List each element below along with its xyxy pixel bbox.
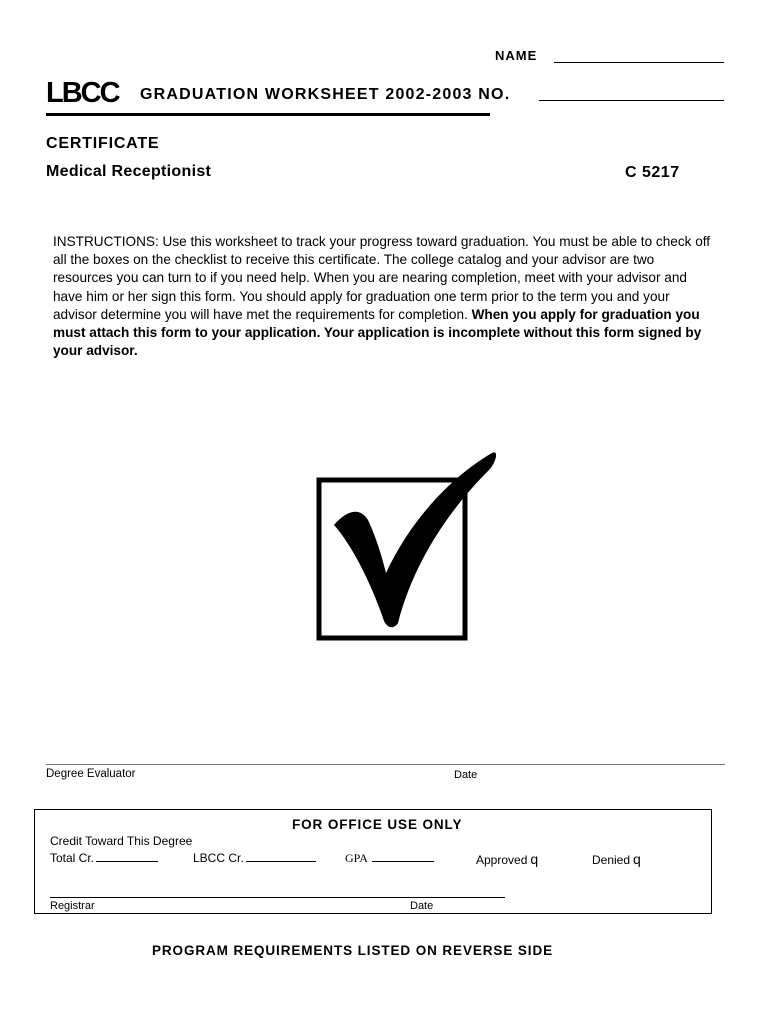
lbcc-credits-label: LBCC Cr. <box>193 851 244 865</box>
gpa-field[interactable] <box>345 851 434 866</box>
registrar-label: Registrar <box>50 900 95 912</box>
evaluator-label: Degree Evaluator <box>46 768 136 780</box>
total-credits-field[interactable] <box>50 851 158 865</box>
registrar-date-label: Date <box>410 900 434 912</box>
evaluator-date-label: Date <box>454 769 478 781</box>
instructions-text: INSTRUCTIONS: Use this worksheet to track your progress toward graduation. You must be able to check off all the boxes on the checklist to receive this certificate. The college catalog and your advisor are two resources you can turn to if you need help. When you are nearing completion, meet with your advisor and have him or her sign this form. You should apply for graduation one term prior to the term you and your advisor determine you will have met the requirements for completion. <box>53 234 711 322</box>
lbcc-credits-field[interactable] <box>193 851 316 865</box>
gpa-label: GPA <box>345 851 368 865</box>
total-credits-blank[interactable] <box>96 861 158 862</box>
gpa-blank[interactable] <box>372 861 434 862</box>
number-field[interactable] <box>539 100 724 101</box>
worksheet-title: GRADUATION WORKSHEET 2002-2003 NO. <box>140 86 511 103</box>
lbcc-credits-blank[interactable] <box>246 861 316 862</box>
name-field[interactable] <box>554 62 724 63</box>
approved-box-icon[interactable]: q <box>530 851 539 867</box>
instructions-bold-text: When you apply for graduation you must attach this form to your application. Your application is incomplete without this form signed by your advisor. <box>53 306 702 359</box>
title-divider <box>46 113 490 116</box>
program-code: C 5217 <box>625 164 680 181</box>
name-label: NAME <box>495 48 538 63</box>
evaluator-signature-line[interactable] <box>46 764 725 765</box>
denied-checkbox[interactable] <box>592 851 641 867</box>
approved-checkbox[interactable] <box>476 851 538 867</box>
certificate-type: CERTIFICATE <box>46 135 160 152</box>
approved-label: Approved <box>476 853 528 867</box>
footer-note: PROGRAM REQUIREMENTS LISTED ON REVERSE SIDE <box>152 943 553 958</box>
program-name: Medical Receptionist <box>46 163 212 180</box>
credit-toward-label: Credit Toward This Degree <box>50 834 193 848</box>
instructions <box>53 233 713 360</box>
registrar-signature-line[interactable] <box>50 897 505 898</box>
checkmark-icon <box>312 445 522 645</box>
lbcc-logo: LBCC <box>46 77 119 109</box>
total-credits-label: Total Cr. <box>50 851 95 865</box>
office-use-title: FOR OFFICE USE ONLY <box>292 817 463 832</box>
denied-box-icon[interactable]: q <box>633 851 641 867</box>
denied-label: Denied <box>592 853 631 867</box>
